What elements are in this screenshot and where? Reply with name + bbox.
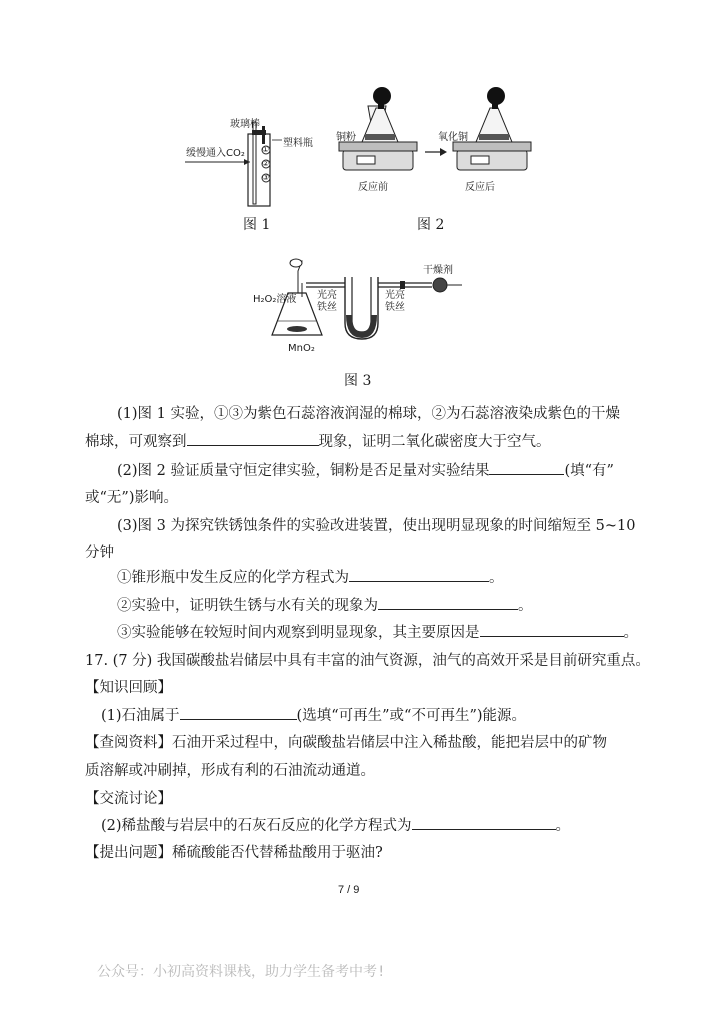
- p2-line1: [117, 459, 614, 480]
- fig3-label-wire-right: 光亮铁丝: [385, 290, 405, 313]
- p1-line2-a: 棉球，可观察到: [85, 434, 187, 450]
- heading-review: 【知识回顾】: [85, 680, 172, 696]
- figure-2-diagram: [335, 80, 535, 190]
- answer-blank-5[interactable]: [480, 622, 624, 637]
- q3-end: 。: [623, 625, 638, 641]
- answer-blank-2[interactable]: [489, 460, 564, 475]
- answer-blank-1[interactable]: [187, 431, 319, 446]
- review-1-end: (选填“可再生”或“不可再生”)能源。: [296, 708, 527, 724]
- fig3-label-h2o2: H₂O₂溶液: [253, 294, 297, 305]
- fig1-ball-3: ③: [262, 173, 270, 182]
- answer-blank-7[interactable]: [412, 815, 556, 830]
- question-17: 17. (7 分) 我国碳酸盐岩储层中具有丰富的油气资源，油气的高效开采是目前研究重点。: [85, 653, 650, 669]
- q2-text: ②实验中，证明铁生锈与水有关的现象为: [117, 598, 378, 614]
- question-propose: 【提出问题】稀硫酸能否代替稀盐酸用于驱油?: [85, 845, 383, 861]
- q2-end: 。: [518, 598, 533, 614]
- fig2-caption: 图 2: [417, 217, 445, 233]
- fig3-caption: 图 3: [344, 373, 372, 389]
- fig1-ball-2: ②: [262, 159, 270, 168]
- answer-blank-4[interactable]: [378, 595, 518, 610]
- p1-line2-b: 现象，证明二氧化碳密度大于空气。: [318, 434, 551, 450]
- fig1-label-inlet: 缓慢通入CO₂: [186, 148, 245, 159]
- p1-line2: [85, 430, 551, 451]
- review-1-text: (1)石油属于: [101, 708, 180, 724]
- q1-text: ①锥形瓶中发生反应的化学方程式为: [117, 570, 349, 586]
- q1-end: 。: [489, 570, 504, 586]
- info-line1: 【查阅资料】石油开采过程中，向碳酸盐岩储层中注入稀盐酸，能把岩层中的矿物: [85, 735, 607, 751]
- fig1-label-rod: 玻璃棒: [230, 119, 260, 130]
- fig2-label-before: 反应前: [358, 182, 388, 193]
- p2-line2: 或“无”)影响。: [85, 490, 178, 506]
- fig3-label-wire-left: 光亮铁丝: [317, 290, 337, 313]
- p1-line1: (1)图 1 实验，①③为紫色石蕊溶液润湿的棉球，②为石蕊溶液染成紫色的干燥: [117, 406, 620, 422]
- q3-text: ③实验能够在较短时间内观察到明显现象，其主要原因是: [117, 625, 480, 641]
- discuss-2-line: [101, 814, 570, 835]
- heading-discuss: 【交流讨论】: [85, 791, 172, 807]
- fig1-caption: 图 1: [243, 217, 271, 233]
- fig1-label-bottle: 塑料瓶: [283, 138, 313, 149]
- discuss-2-text: (2)稀盐酸与岩层中的石灰石反应的化学方程式为: [101, 818, 412, 834]
- fig2-label-copper-oxide: 氧化铜: [438, 132, 468, 143]
- fig2-label-after: 反应后: [465, 182, 495, 193]
- p3-line2: 分钟: [85, 545, 114, 561]
- answer-blank-3[interactable]: [349, 567, 489, 582]
- q1-line: [117, 566, 504, 587]
- fig2-label-copper: 铜粉: [336, 132, 356, 143]
- q2-line: [117, 594, 533, 615]
- answer-blank-6[interactable]: [180, 705, 297, 720]
- fig1-ball-1: ①: [262, 145, 270, 154]
- info-line2: 质溶解或冲刷掉，形成有利的石油流动通道。: [85, 763, 375, 779]
- p3-line1: (3)图 3 为探究铁锈蚀条件的实验改进装置，使出现明显现象的时间缩短至 5~10: [117, 518, 636, 534]
- page-number: 7 / 9: [338, 884, 360, 896]
- watermark-text: 公众号：小初高资料课栈，助力学生备考中考!: [97, 964, 386, 980]
- q3-line: [117, 621, 638, 642]
- review-1-line: [101, 704, 526, 725]
- fig3-label-mno2: MnO₂: [288, 343, 315, 354]
- discuss-2-end: 。: [555, 818, 571, 834]
- p2-line1-b: (填“有”: [564, 463, 614, 479]
- p2-line1-a: (2)图 2 验证质量守恒定律实验，铜粉是否足量对实验结果: [117, 463, 490, 479]
- fig3-label-desiccant: 干燥剂: [423, 265, 453, 276]
